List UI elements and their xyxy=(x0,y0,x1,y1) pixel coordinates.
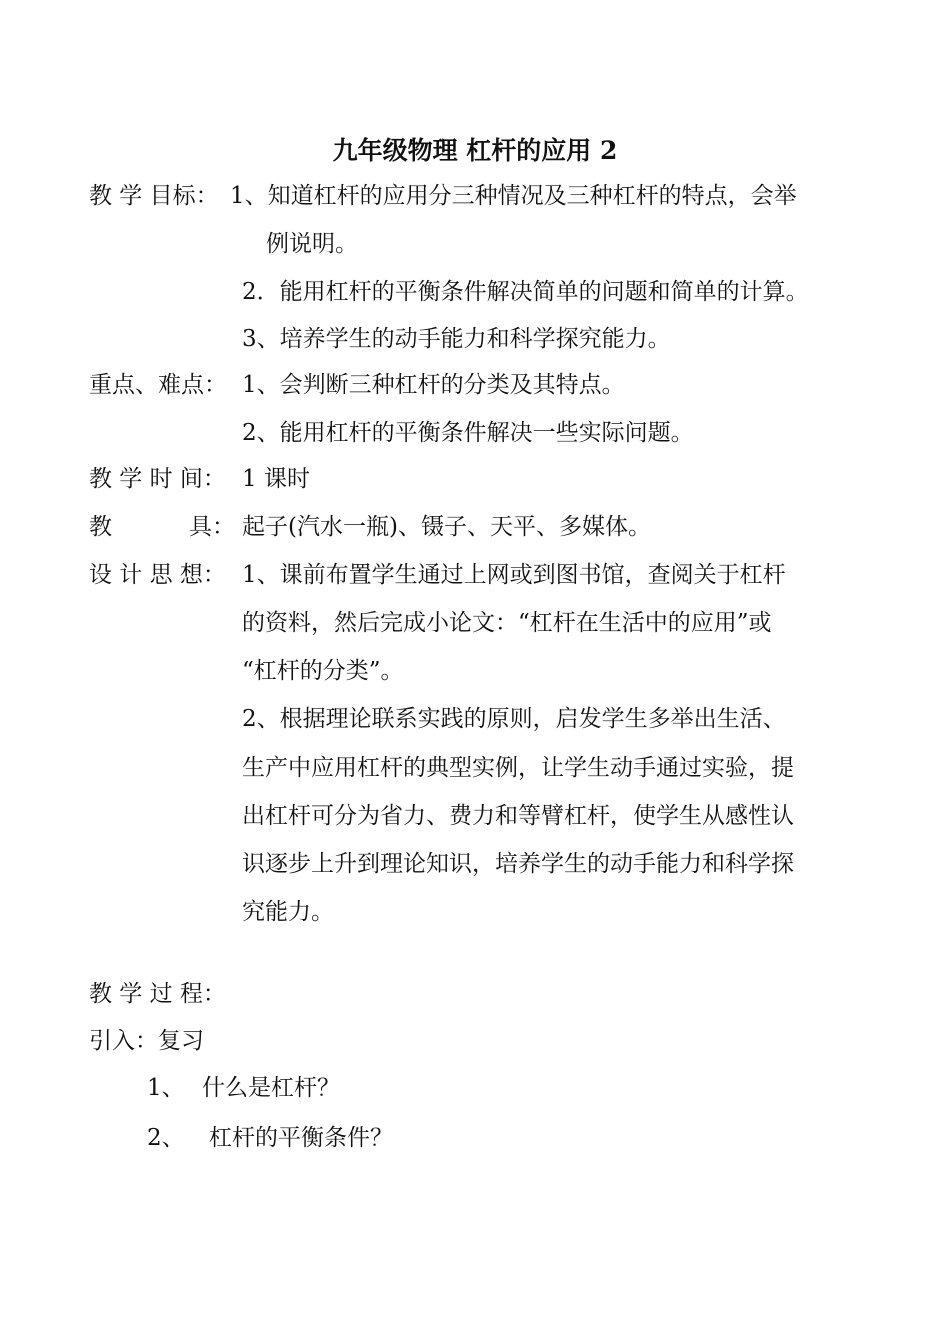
page-title: 九年级物理 杠杆的应用 2 xyxy=(332,136,618,165)
key-point-item-1: 1、会判断三种杠杆的分类及其特点。 xyxy=(242,372,625,398)
design-line: 1、课前布置学生通过上网或到图书馆，查阅关于杠杆 xyxy=(242,562,786,588)
key-points-label: 重点、难点： xyxy=(89,372,227,398)
review-question-1: 什么是杠杆？ xyxy=(202,1075,340,1101)
design-line: 出杠杆可分为省力、费力和等臂杠杆，使学生从感性认 xyxy=(242,803,794,829)
design-line: 识逐步上升到理论知识，培养学生的动手能力和科学探 xyxy=(242,851,794,877)
intro-label: 引入：复习 xyxy=(89,1028,204,1054)
design-label: 设 计 思 想： xyxy=(89,562,226,588)
design-line: 的资料，然后完成小论文：“杠杆在生活中的应用”或 xyxy=(242,610,772,636)
goal-item-3: 3、培养学生的动手能力和科学探究能力。 xyxy=(242,326,671,352)
time-label: 教 学 时 间： xyxy=(89,466,226,492)
key-point-item-2: 2、能用杠杆的平衡条件解决一些实际问题。 xyxy=(242,420,694,446)
tools-label-b: 具： xyxy=(189,514,235,540)
design-line: 究能力。 xyxy=(242,899,334,925)
tools-value: 起子(汽水一瓶)、镊子、天平、多媒体。 xyxy=(242,514,651,540)
review-question-1-number: 1、 xyxy=(147,1075,185,1101)
review-question-2-number: 2、 xyxy=(147,1125,185,1151)
goal-item-1-cont: 例说明。 xyxy=(266,231,358,257)
design-line: 生产中应用杠杆的典型实例，让学生动手通过实验，提 xyxy=(242,755,794,781)
design-line: 2、根据理论联系实践的原则，启发学生多举出生活、 xyxy=(242,706,786,732)
time-value: 1 课时 xyxy=(242,466,310,492)
review-question-2: 杠杆的平衡条件？ xyxy=(209,1125,393,1151)
goal-item-2: 2．能用杠杆的平衡条件解决简单的问题和简单的计算。 xyxy=(242,279,809,305)
process-label: 教 学 过 程： xyxy=(89,981,226,1007)
goal-item-1: 1、知道杠杆的应用分三种情况及三种杠杆的特点，会举 xyxy=(230,183,797,209)
goals-label: 教 学 目标： xyxy=(89,183,219,209)
tools-label-a: 教 xyxy=(89,514,112,540)
design-line: “杠杆的分类”。 xyxy=(242,658,404,684)
